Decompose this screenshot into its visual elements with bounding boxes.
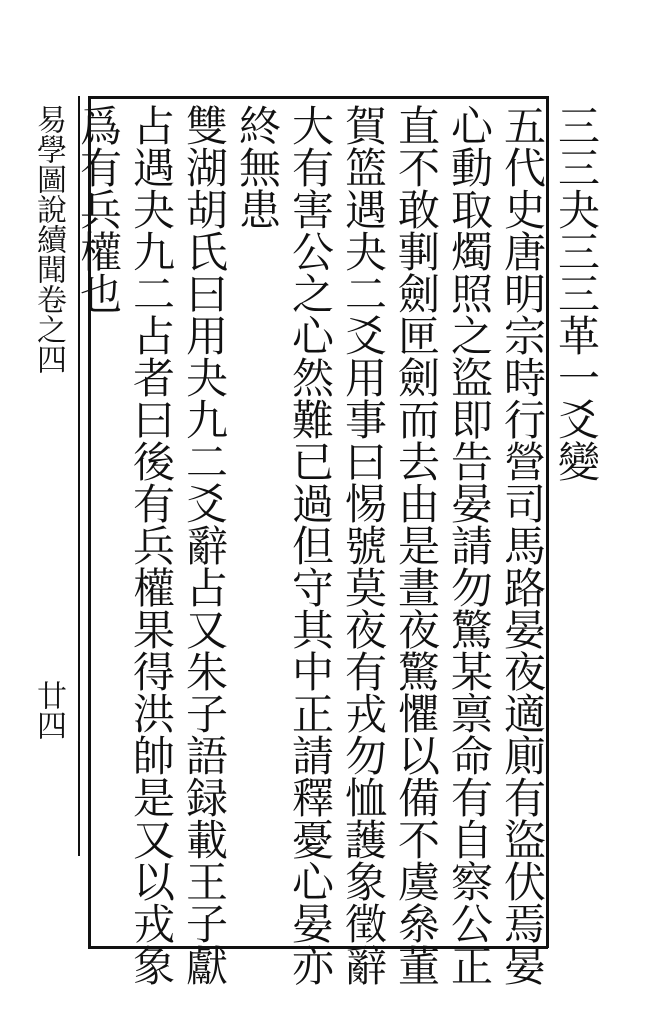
column-text: 直不敢剚劍匣劍而去由是晝夜驚懼以備不虞㕘董 bbox=[392, 104, 441, 986]
column-zhibu bbox=[388, 104, 444, 986]
hexagram-symbol: 三三 bbox=[552, 104, 601, 188]
column-shuanghu bbox=[176, 104, 232, 986]
column-text: 占遇夬九二占者曰後有兵權果得洪帥是又以戎象 bbox=[127, 104, 176, 986]
margin-book-title bbox=[30, 104, 66, 374]
column-text: 五代史唐明宗時行營司馬路晏夜適廁有盜伏焉晏 bbox=[498, 104, 547, 986]
column-zhongwu bbox=[229, 104, 285, 230]
margin-folio bbox=[30, 680, 66, 740]
column-zhanyu bbox=[123, 104, 179, 986]
frame-top-rule bbox=[88, 96, 548, 99]
column-text: 爲有兵權也 bbox=[74, 104, 123, 314]
column-text: 賀篮遇夬二爻用事曰惕號莫夜有戎勿恤䕶象徵辭 bbox=[339, 104, 388, 986]
column-wudai bbox=[494, 104, 550, 986]
column-text: 心動取燭照之盜即告晏請勿驚某禀命有自察公正 bbox=[445, 104, 494, 986]
folio-number: 廿四 bbox=[31, 680, 66, 740]
column-text: 夬三三革一爻變 bbox=[552, 188, 601, 482]
column-text: 大有害公之心然難已過但守其中正請釋憂心晏亦 bbox=[286, 104, 335, 986]
column-weiyou bbox=[70, 104, 126, 314]
text-column-1 bbox=[548, 104, 604, 482]
column-text: 終無患 bbox=[233, 104, 282, 230]
column-xindong bbox=[441, 104, 497, 986]
column-hexian bbox=[335, 104, 391, 986]
column-text: 雙湖胡氏曰用夬九二爻辭占又朱子語録載王子獻 bbox=[180, 104, 229, 986]
column-dayou bbox=[282, 104, 338, 986]
book-title: 易學圖說續聞卷之四 bbox=[31, 104, 66, 374]
